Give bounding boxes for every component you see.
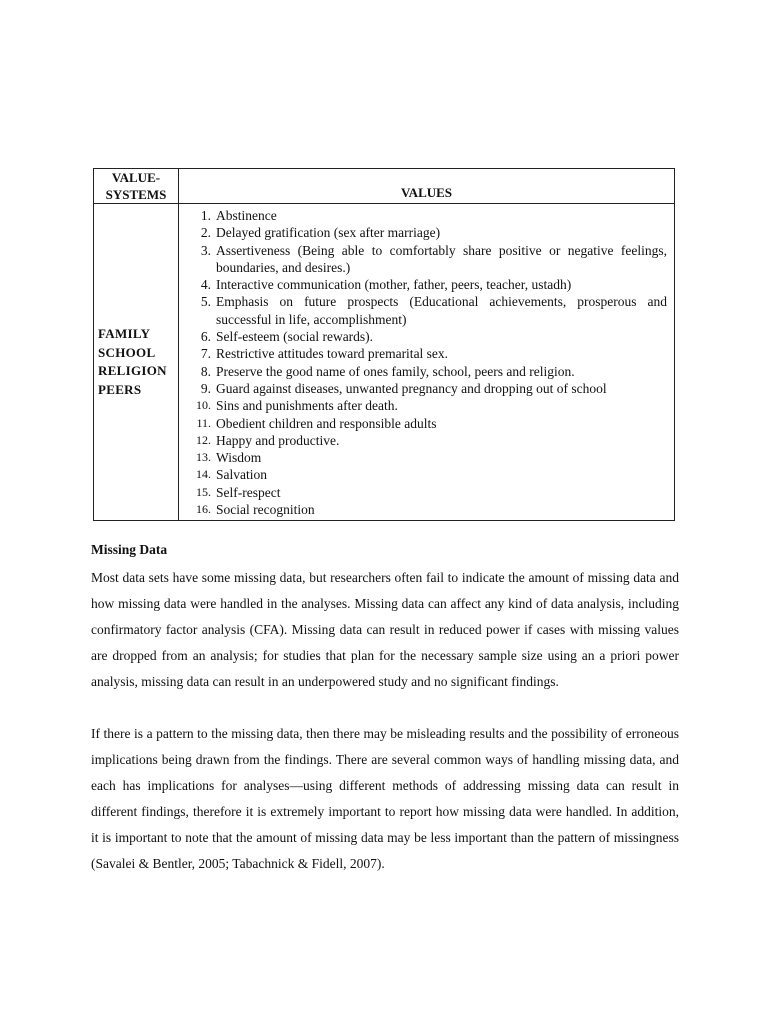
value-number: 2. — [200, 225, 211, 241]
value-text: Sins and punishments after death. — [216, 398, 398, 414]
value-number: 5. — [200, 294, 211, 310]
header-values: VALUES — [179, 169, 675, 204]
section-heading: Missing Data — [91, 542, 168, 557]
value-text: Salvation — [216, 467, 267, 483]
value-item — [185, 449, 667, 466]
value-number: 8. — [200, 363, 211, 379]
value-number: 14. — [196, 467, 211, 482]
system-item: SCHOOL — [98, 344, 156, 360]
value-item — [185, 328, 667, 345]
header-systems-line1: VALUE- — [111, 170, 161, 185]
header-systems-line2: SYSTEMS — [105, 187, 167, 202]
value-text: Preserve the good name of ones family, school, peers and religion. — [216, 363, 575, 379]
value-text: Restrictive attitudes toward premarital sex. — [216, 346, 449, 362]
value-item — [185, 276, 667, 293]
system-item: RELIGION — [98, 363, 167, 379]
value-item — [185, 363, 667, 380]
value-systems-cell — [94, 204, 179, 521]
value-item — [185, 293, 667, 328]
value-text: Emphasis on future prospects (Educational achievements, prosperous and successful in life, accomplishment) — [216, 294, 667, 327]
paragraph: If there is a pattern to the missing data, then there may be misleading results and the possibility of erroneous implications being drawn from the findings. There are several common ways of handling missing data, and each has implications for analyses—using different methods of addressing missing data can result in different findings, therefore it is extremely important to report how missing data were handled. In addition, it is important to note that the amount of missing data may be less important than the pattern of missingness (Savalei & Bentler, 2005; Tabachnick & Fidell, 2007). — [91, 726, 679, 871]
value-number: 12. — [196, 432, 211, 447]
value-text: Guard against diseases, unwanted pregnancy and dropping out of school — [216, 380, 607, 396]
value-text: Interactive communication (mother, father, peers, teacher, ustadh) — [216, 277, 572, 293]
value-item — [185, 432, 667, 449]
value-item — [185, 224, 667, 241]
values-table — [93, 168, 675, 521]
values-list — [179, 204, 674, 520]
value-item — [185, 207, 667, 224]
value-number: 16. — [196, 502, 211, 517]
value-number: 7. — [200, 346, 211, 362]
value-item — [185, 415, 667, 432]
table-header-row — [94, 169, 675, 204]
system-item: PEERS — [98, 381, 142, 397]
value-number: 3. — [200, 242, 211, 258]
value-text: Assertiveness (Being able to comfortably share positive or negative feelings, boundaries, and desires.) — [216, 242, 667, 275]
value-item — [185, 242, 667, 277]
value-number: 10. — [196, 398, 211, 413]
values-cell — [179, 204, 675, 521]
table-body-row — [94, 204, 675, 521]
value-number: 6. — [200, 329, 211, 345]
value-item — [185, 466, 667, 483]
value-number: 4. — [200, 277, 211, 293]
header-value-systems — [94, 169, 179, 204]
value-item — [185, 397, 667, 414]
value-text: Social recognition — [216, 502, 315, 518]
value-text: Wisdom — [216, 450, 262, 466]
value-text: Abstinence — [216, 208, 277, 223]
value-item — [185, 380, 667, 397]
value-number: 1. — [200, 208, 211, 223]
value-text: Obedient children and responsible adults — [216, 415, 437, 431]
value-item — [185, 501, 667, 518]
value-item — [185, 484, 667, 501]
value-text: Self-respect — [216, 484, 281, 500]
value-text: Delayed gratification (sex after marriage) — [216, 225, 441, 241]
value-text: Happy and productive. — [216, 432, 340, 448]
value-item — [185, 345, 667, 362]
value-text: Self-esteem (social rewards). — [216, 329, 374, 345]
value-number: 13. — [196, 450, 211, 465]
value-number: 9. — [200, 380, 211, 396]
value-number: 15. — [196, 484, 211, 499]
paragraph: Most data sets have some missing data, but researchers often fail to indicate the amount of missing data and how missing data were handled in the analyses. Missing data can affect any kind of data analysis, including confirmatory factor analysis (CFA). Missing data can result in reduced power if cases with missing values are dropped from an analysis; for studies that plan for the necessary sample size using an a priori power analysis, missing data can result in an underpowered study and no significant findings. — [91, 570, 679, 689]
value-systems-list — [94, 325, 178, 399]
system-item: FAMILY — [98, 326, 151, 342]
value-number: 11. — [196, 415, 211, 430]
